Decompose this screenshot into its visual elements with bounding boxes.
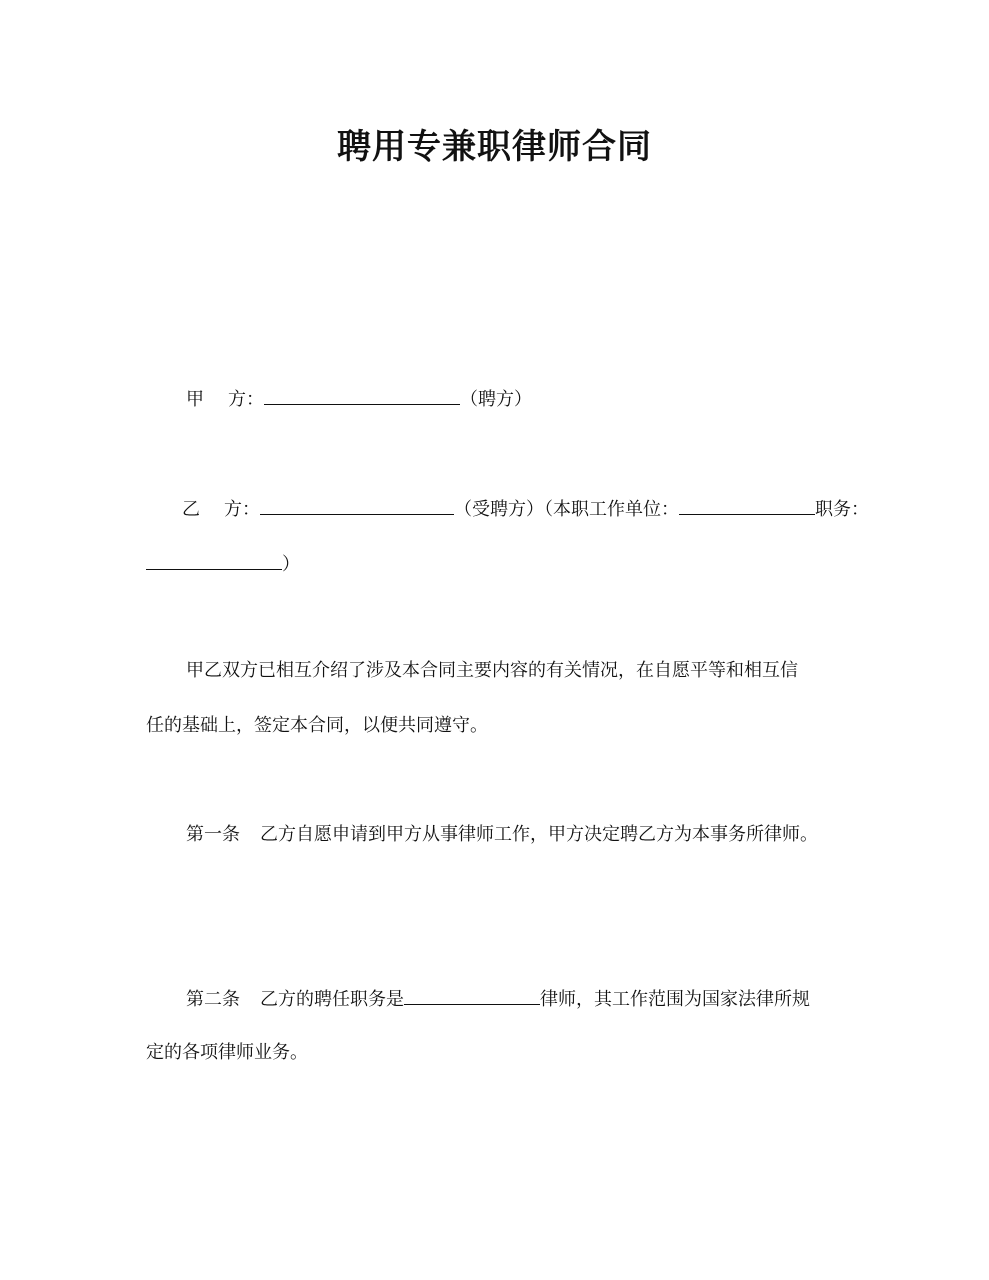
article-2 bbox=[186, 984, 810, 1014]
article-2-text-before: 乙方的聘任职务是 bbox=[260, 989, 404, 1010]
party-a-suffix: （聘方） bbox=[460, 389, 532, 410]
article-1-label: 第一条 bbox=[186, 824, 240, 845]
party-b-duty-label: 职务： bbox=[815, 499, 869, 520]
party-a-label-2: 方： bbox=[228, 389, 264, 410]
article-1-text: 乙方自愿申请到甲方从事律师工作，甲方决定聘乙方为本事务所律师。 bbox=[260, 824, 818, 845]
party-b-unit-blank bbox=[679, 494, 815, 515]
article-2-line-2: 定的各项律师业务。 bbox=[146, 1042, 308, 1063]
party-b-label-1: 乙 bbox=[182, 499, 200, 520]
party-b-label-2: 方： bbox=[224, 499, 260, 520]
article-2-label: 第二条 bbox=[186, 989, 240, 1010]
article-2-text-after: 律师，其工作范围为国家法律所规 bbox=[540, 989, 810, 1010]
party-a-label-1: 甲 bbox=[186, 389, 204, 410]
party-a-name-blank bbox=[264, 384, 460, 405]
party-b-line bbox=[182, 494, 869, 524]
party-a-line bbox=[186, 384, 532, 414]
article-1 bbox=[186, 821, 818, 849]
article-2-title-blank bbox=[404, 984, 540, 1005]
party-b-close: ） bbox=[282, 554, 300, 575]
party-b-duty-blank bbox=[146, 549, 282, 570]
document-title: 聘用专兼职律师合同 bbox=[337, 127, 652, 167]
preamble-line-1: 甲乙双方已相互介绍了涉及本合同主要内容的有关情况，在自愿平等和相互信 bbox=[186, 660, 798, 681]
party-b-suffix: （受聘方）（本职工作单位： bbox=[454, 499, 679, 520]
party-b-name-blank bbox=[260, 494, 454, 515]
party-b-line-2 bbox=[146, 549, 300, 579]
preamble-line-2: 任的基础上，签定本合同，以便共同遵守。 bbox=[146, 715, 488, 736]
